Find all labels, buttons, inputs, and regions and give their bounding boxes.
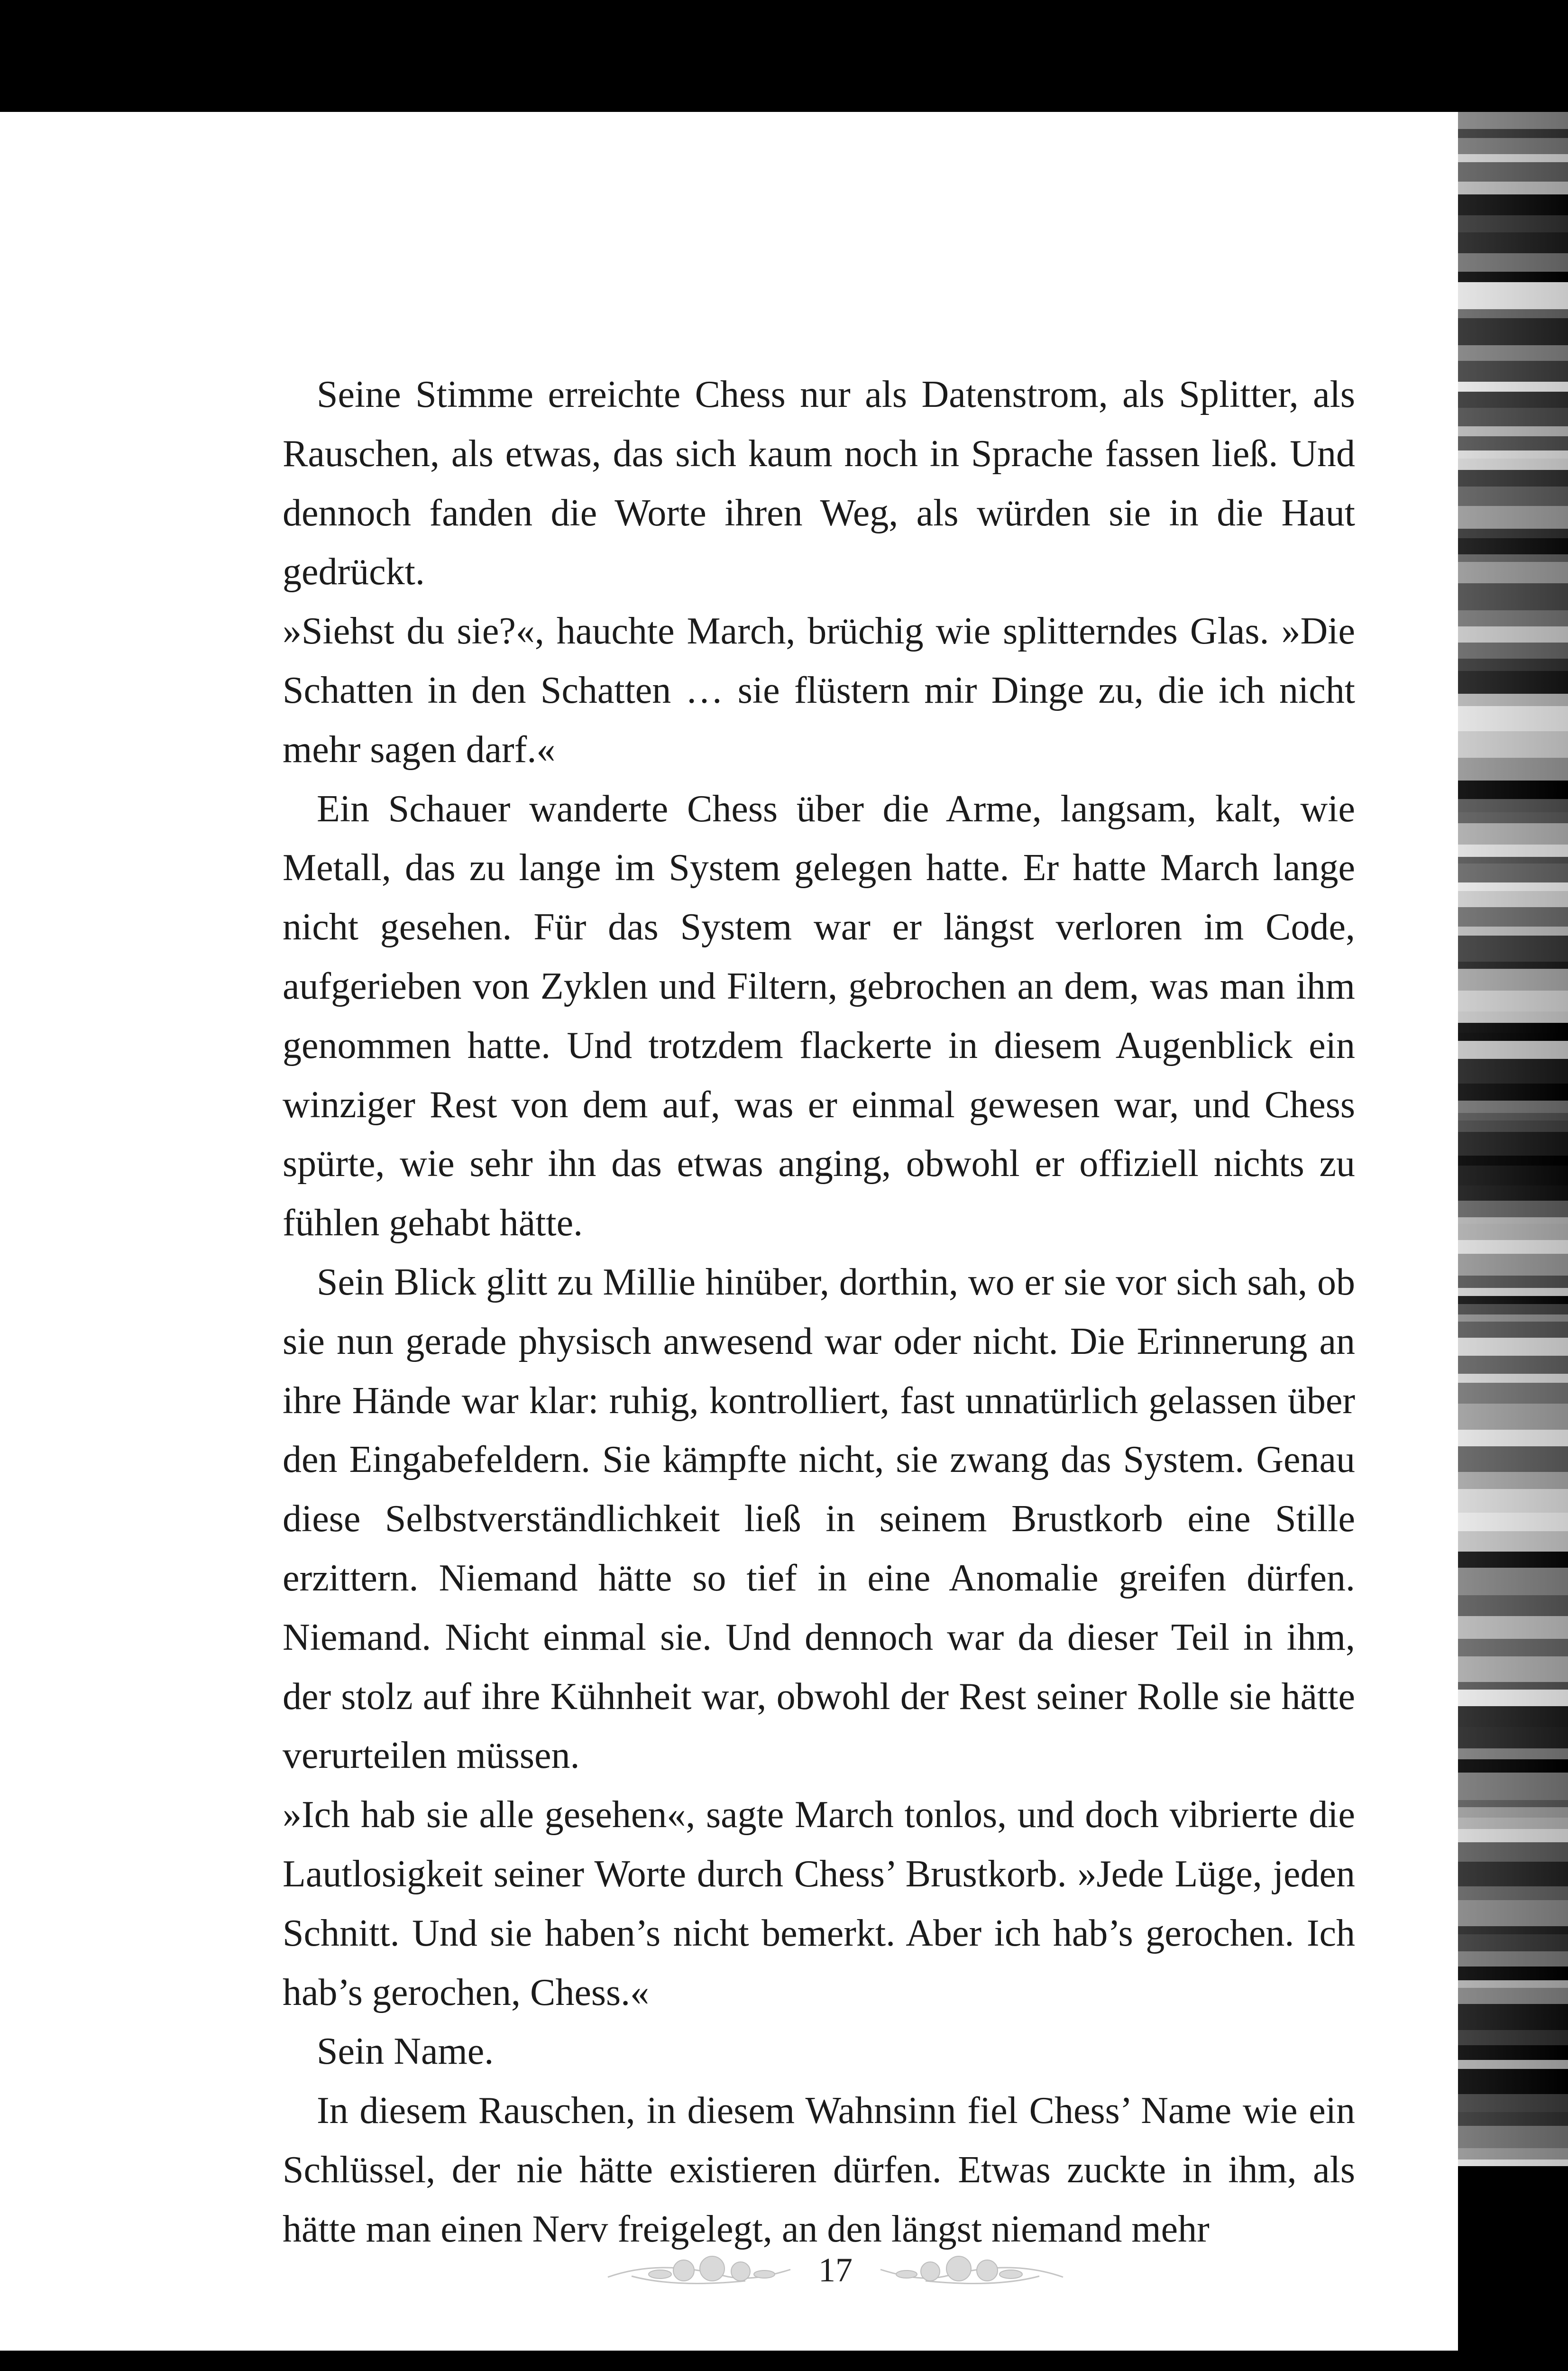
- glitch-stripe: [1458, 1472, 1568, 1489]
- glitch-stripe: [1458, 1800, 1568, 1807]
- glitch-stripe: [1458, 1383, 1568, 1404]
- glitch-stripe: [1458, 2030, 1568, 2045]
- glitch-stripe: [1458, 112, 1568, 129]
- glitch-stripe: [1458, 232, 1568, 253]
- glitch-stripe: [1458, 487, 1568, 506]
- glitch-stripe: [1458, 1513, 1568, 1531]
- glitch-stripe: [1458, 1113, 1568, 1121]
- glitch-stripe: [1458, 2160, 1568, 2166]
- glitch-stripe: [1458, 1988, 1568, 2004]
- glitch-stripe: [1458, 2148, 1568, 2160]
- glitch-stripe: [1458, 1186, 1568, 1201]
- glitch-stripe: [1458, 1980, 1568, 1988]
- glitch-stripe: [1458, 1023, 1568, 1033]
- glitch-stripe: [1458, 1201, 1568, 1217]
- glitch-stripe: [1458, 1059, 1568, 1084]
- glitch-stripe: [1458, 1156, 1568, 1166]
- glitch-stripe: [1458, 1818, 1568, 1829]
- glitch-stripe: [1458, 1934, 1568, 1951]
- page-number: 17: [818, 2251, 853, 2289]
- glitch-stripe: [1458, 253, 1568, 272]
- glitch-stripe: [1458, 671, 1568, 694]
- page-footer: [603, 2248, 1068, 2295]
- paragraph: Sein Name.: [317, 2031, 494, 2073]
- glitch-stripe: [1458, 138, 1568, 154]
- glitch-stripe: [1458, 1773, 1568, 1800]
- glitch-stripe: [1458, 1446, 1568, 1472]
- glitch-stripe: [1458, 1276, 1568, 1288]
- glitch-stripe: [1458, 470, 1568, 487]
- glitch-stripe: [1458, 1568, 1568, 1595]
- paragraph: »Siehst du sie?«, hauchte March, brüchig wie splitterndes Glas. »Die Schatten in den Schatten … sie flüstern mir Dinge zu, die ich nicht mehr sagen darf.«: [283, 610, 1355, 771]
- glitch-stripe: [1458, 936, 1568, 962]
- glitch-stripe: [1458, 1041, 1568, 1059]
- glitch-stripe: [1458, 583, 1568, 610]
- glitch-stripe: [1458, 1296, 1568, 1304]
- glitch-stripe: [1458, 823, 1568, 845]
- glitch-stripe: [1458, 361, 1568, 382]
- glitch-stripe-border: [1458, 112, 1568, 2166]
- glitch-stripe: [1458, 1842, 1568, 1862]
- glitch-stripe: [1458, 1690, 1568, 1706]
- glitch-stripe: [1458, 1374, 1568, 1383]
- glitch-stripe: [1458, 1338, 1568, 1356]
- paragraph: Seine Stimme erreichte Chess nur als Datenstrom, als Splitter, als Rauschen, als etwas, das sich kaum noch in Sprache fassen ließ. Und dennoch fanden die Worte ihren Weg, als würden sie in die Haut gedrückt.: [283, 374, 1355, 593]
- glitch-stripe: [1458, 272, 1568, 282]
- glitch-stripe: [1458, 1430, 1568, 1446]
- glitch-stripe: [1458, 1489, 1568, 1513]
- glitch-stripe: [1458, 194, 1568, 215]
- glitch-stripe: [1458, 1132, 1568, 1156]
- glitch-stripe: [1458, 1727, 1568, 1748]
- glitch-stripe: [1458, 891, 1568, 907]
- glitch-stripe: [1458, 1829, 1568, 1842]
- glitch-stripe: [1458, 1967, 1568, 1980]
- glitch-stripe: [1458, 382, 1568, 392]
- glitch-stripe: [1458, 459, 1568, 470]
- glitch-stripe: [1458, 799, 1568, 812]
- glitch-stripe: [1458, 282, 1568, 309]
- glitch-stripe: [1458, 1595, 1568, 1616]
- glitch-stripe: [1458, 1240, 1568, 1254]
- paragraph: Sein Blick glitt zu Millie hinüber, dorthin, wo er sie vor sich sah, ob sie nun gerade physisch anwesend war oder nicht. Die Erinnerung an ihre Hände war klar: ruhig, kontrolliert, fast unnatürlich gelassen über den Eingabefeldern. Sie kämpfte nicht, sie zwang das System. Genau diese Selbstverständlichkeit ließ in seinem Brustkorb eine Stille erzittern. Niemand hätte so tief in eine Anomalie greifen dürfen. Niemand. Nicht einmal sie. Und dennoch war da dieser Teil in ihm, der stolz auf ihre Kühnheit war, obwohl der Rest seiner Rolle sie hätte verurteilen müssen.: [283, 1261, 1355, 1777]
- glitch-stripe: [1458, 1926, 1568, 1934]
- glitch-stripe: [1458, 182, 1568, 194]
- glitch-stripe: [1458, 506, 1568, 529]
- glitch-stripe: [1458, 1121, 1568, 1132]
- glitch-stripe: [1458, 1682, 1568, 1690]
- glitch-stripe: [1458, 2112, 1568, 2126]
- glitch-stripe: [1458, 694, 1568, 706]
- glitch-stripe: [1458, 345, 1568, 361]
- paragraph: In diesem Rauschen, in diesem Wahnsinn fiel Chess’ Name wie ein Schlüssel, der nie hätte existieren dürfen. Etwas zuckte in ihm, als hätte man einen Nerv freigelegt, an den längst niemand mehr: [283, 2090, 1355, 2250]
- glitch-stripe: [1458, 1314, 1568, 1322]
- glitch-stripe: [1458, 610, 1568, 626]
- glitch-stripe: [1458, 731, 1568, 758]
- glitch-stripe: [1458, 1552, 1568, 1568]
- book-page: [0, 112, 1458, 2351]
- glitch-stripe: [1458, 857, 1568, 864]
- glitch-stripe: [1458, 1900, 1568, 1926]
- glitch-stripe: [1458, 1304, 1568, 1314]
- glitch-stripe: [1458, 1531, 1568, 1552]
- glitch-stripe: [1458, 659, 1568, 671]
- glitch-stripe: [1458, 758, 1568, 781]
- glitch-stripe: [1458, 1011, 1568, 1023]
- glitch-stripe: [1458, 538, 1568, 554]
- paragraph: »Ich hab sie alle gesehen«, sagte March tonlos, und doch vibrierte die Lautlosigkeit seiner Worte durch Chess’ Brustkorb. »Jede Lüge, jeden Schnitt. Und sie haben’s nicht bemerkt. Aber ich hab’s gerochen. Ich hab’s gerochen, Chess.«: [283, 1794, 1355, 2013]
- glitch-stripe: [1458, 1656, 1568, 1682]
- glitch-stripe: [1458, 1807, 1568, 1818]
- glitch-stripe: [1458, 1254, 1568, 1276]
- glitch-stripe: [1458, 215, 1568, 232]
- glitch-stripe: [1458, 162, 1568, 182]
- glitch-stripe: [1458, 991, 1568, 1011]
- glitch-stripe: [1458, 1166, 1568, 1186]
- glitch-stripe: [1458, 554, 1568, 562]
- glitch-stripe: [1458, 962, 1568, 969]
- glitch-stripe: [1458, 562, 1568, 583]
- glitch-stripe: [1458, 2060, 1568, 2069]
- glitch-stripe: [1458, 643, 1568, 659]
- glitch-stripe: [1458, 426, 1568, 436]
- glitch-stripe: [1458, 2126, 1568, 2148]
- glitch-stripe: [1458, 1033, 1568, 1041]
- glitch-stripe: [1458, 2004, 1568, 2030]
- glitch-stripe: [1458, 2045, 1568, 2060]
- glitch-stripe: [1458, 318, 1568, 345]
- glitch-stripe: [1458, 154, 1568, 162]
- glitch-stripe: [1458, 1356, 1568, 1374]
- glitch-stripe: [1458, 1084, 1568, 1101]
- glitch-stripe: [1458, 392, 1568, 408]
- glitch-stripe: [1458, 907, 1568, 927]
- glitch-stripe: [1458, 309, 1568, 318]
- glitch-stripe: [1458, 1639, 1568, 1656]
- glitch-stripe: [1458, 1759, 1568, 1773]
- glitch-stripe: [1458, 1217, 1568, 1224]
- glitch-stripe: [1458, 1748, 1568, 1759]
- glitch-stripe: [1458, 529, 1568, 538]
- glitch-stripe: [1458, 706, 1568, 731]
- glitch-stripe: [1458, 1862, 1568, 1886]
- glitch-stripe: [1458, 1101, 1568, 1113]
- glitch-stripe: [1458, 781, 1568, 799]
- glitch-stripe: [1458, 969, 1568, 991]
- glitch-stripe: [1458, 1224, 1568, 1240]
- glitch-stripe: [1458, 1404, 1568, 1430]
- glitch-stripe: [1458, 1616, 1568, 1639]
- glitch-stripe: [1458, 2069, 1568, 2094]
- glitch-stripe: [1458, 436, 1568, 450]
- glitch-stripe: [1458, 1322, 1568, 1338]
- glitch-stripe: [1458, 927, 1568, 936]
- glitch-stripe: [1458, 1288, 1568, 1296]
- paragraph: Ein Schauer wanderte Chess über die Arme, langsam, kalt, wie Metall, das zu lange im System gelegen hatte. Er hatte March lange nicht gesehen. Für das System war er längst verloren im Code, aufgerieben von Zyklen und Filtern, gebrochen an dem, was man ihm genommen hatte. Und trotzdem flackerte in diesem Augenblick ein winziger Rest von dem auf, was er einmal gewesen war, und Chess spürte, wie sehr ihn das etwas anging, obwohl er offiziell nichts zu fühlen gehabt hätte.: [283, 788, 1355, 1244]
- glitch-stripe: [1458, 129, 1568, 138]
- glitch-stripe: [1458, 2094, 1568, 2112]
- glitch-stripe: [1458, 626, 1568, 643]
- glitch-stripe: [1458, 812, 1568, 823]
- glitch-stripe: [1458, 450, 1568, 459]
- body-text: [283, 365, 1355, 2259]
- glitch-stripe: [1458, 1706, 1568, 1727]
- glitch-stripe: [1458, 845, 1568, 857]
- glitch-stripe: [1458, 408, 1568, 426]
- glitch-stripe: [1458, 864, 1568, 882]
- glitch-stripe: [1458, 1951, 1568, 1967]
- glitch-stripe: [1458, 882, 1568, 891]
- glitch-stripe: [1458, 1886, 1568, 1900]
